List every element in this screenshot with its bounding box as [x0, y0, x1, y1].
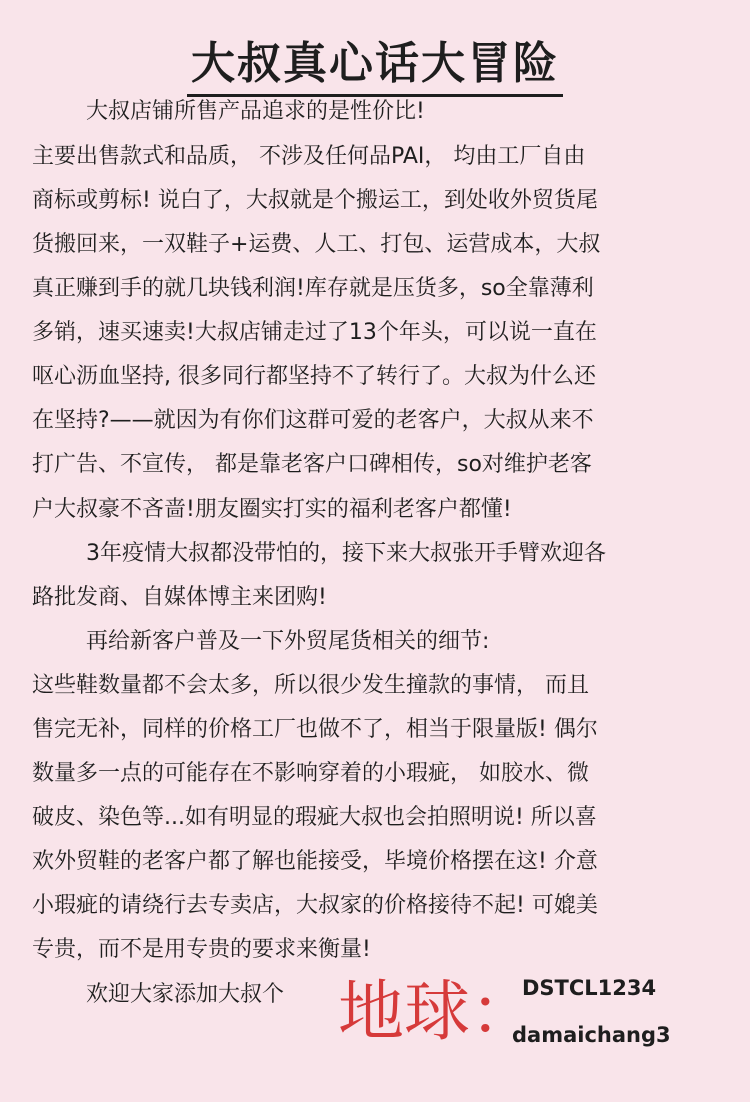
text-line: 再给新客户普及一下外贸尾货相关的细节: — [86, 629, 490, 654]
contact-id-primary: DSTCL1234 — [522, 976, 657, 1000]
text-line: 数量多一点的可能存在不影响穿着的小瑕疵， 如胶水、微 — [32, 761, 589, 786]
text-line: 3年疫情大叔都没带怕的，接下来大叔张开手臂欢迎各 — [86, 541, 606, 566]
page-title-text: 大叔真心话大冒险 — [187, 36, 563, 97]
contact-label: 地球： — [338, 973, 536, 1050]
text-line: 户大叔豪不吝啬!朋友圈实打实的福利老客户都懂! — [32, 497, 512, 522]
text-line: 售完无补，同样的价格工厂也做不了，相当于限量版! 偶尔 — [32, 717, 598, 742]
text-line: 小瑕疵的请绕行去专卖店，大叔家的价格接待不起! 可媲美 — [32, 893, 598, 918]
contact-id-secondary: damaichang3 — [512, 1023, 671, 1047]
text-line: 商标或剪标! 说白了，大叔就是个搬运工，到处收外贸货尾 — [32, 188, 598, 213]
text-line: 主要出售款式和品质， 不涉及任何品PAI， 均由工厂自由 — [32, 144, 586, 169]
text-line: 专贵，而不是用专贵的要求来衡量! — [32, 937, 371, 962]
text-line: 大叔店铺所售产品追求的是性价比! — [86, 99, 425, 124]
text-line: 破皮、染色等...如有明显的瑕疵大叔也会拍照明说! 所以喜 — [32, 805, 597, 830]
text-line: 在坚持?——就因为有你们这群可爱的老客户，大叔从来不 — [32, 408, 594, 433]
text-line: 多销，速买速卖!大叔店铺走过了13个年头，可以说一直在 — [32, 320, 597, 345]
text-line: 路批发商、自媒体博主来团购! — [32, 585, 327, 610]
text-line: 呕心沥血坚持, 很多同行都坚持不了转行了。大叔为什么还 — [32, 364, 596, 389]
text-line: 这些鞋数量都不会太多，所以很少发生撞款的事情， 而且 — [32, 673, 589, 698]
page-title — [0, 36, 750, 97]
text-line: 欢外贸鞋的老客户都了解也能接受，毕境价格摆在这! 介意 — [32, 849, 598, 874]
text-line: 货搬回来，一双鞋子+运费、人工、打包、运营成本，大叔 — [32, 232, 601, 257]
text-line: 打广告、不宣传， 都是靠老客户口碑相传，so对维护老客 — [32, 452, 592, 477]
text-line: 真正赚到手的就几块钱利润!库存就是压货多，so全靠薄利 — [32, 276, 594, 301]
text-line: 欢迎大家添加大叔个 — [86, 982, 285, 1007]
